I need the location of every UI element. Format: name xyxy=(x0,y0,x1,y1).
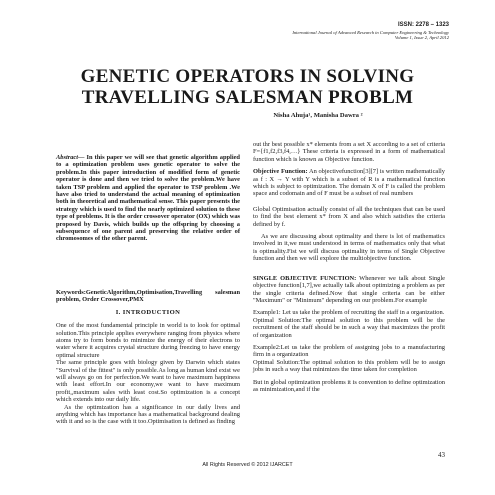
abstract-text: — In this paper we will see that genetic algorithm applied to a optimization problem uses genetic operator to solve the problem.In this paper introduction of modified form of genetic operator is done and then we tried to solve the problem.We have taken TSP problem and applied the operator to TSP problem .We have also tried to understand the actual meaning of optimization both in theoretical and mathematical sense. This paper presents the strategy which is used to find the nearly optimized solution to these type of problems. It is the order crossover operator (OX) which was proposed by Davis, which builds up the offspring by choosing a subsequence of one parent and preserving the relative order of chromosomes of the other parent. xyxy=(56,154,241,243)
issn: ISSN: 2278 – 1323 xyxy=(397,22,449,28)
abstract-label: Abstract xyxy=(56,154,79,161)
objective-function-paragraph xyxy=(253,168,445,198)
intro-paragraph-3: As the optimization has a significance in our daily lives and anything which has importance has a mathematical background dealing with it and so is the case with it too.Optimisation is defined as finding xyxy=(56,403,240,426)
paper-title-line-2: TRAVELLING SALESMAN PROBLM xyxy=(81,87,414,108)
example-2: Example2:Let us take the problem of assigning jobs to a manufacturing firm in a organization xyxy=(253,343,445,359)
objective-function-label: Objective Function: xyxy=(253,168,308,176)
example-2-solution: Optimal Solution:The optimal solution to this problem will be to assign jobs in such a way that minimizes the time taken for completion xyxy=(253,358,445,374)
volume-info: Volume 1, Issue 2, April 2012 xyxy=(394,35,449,40)
global-optimisation-paragraph: Global Optimisation actually consist of all the techniques that can be used to find the best element x* from X and also which satisfies the criteria defined by f. xyxy=(253,205,445,228)
single-objective-text: Whenever we talk about Single objective function[1,7],we actually talk about optimizing a problem as per the single criteria defined.Now that single criteria can be either "Maximum" or "Minimum" depending on our problem.For example xyxy=(253,274,445,304)
objective-function-text: An objectivefunction[3][7] is written mathematically as f : X → Y with Y which is a subset of R is a mathematical function which is subject to optimization. The domain X of F is called the problem space and codomain and of F must be a subset of real numbers xyxy=(253,168,445,198)
right-paragraph-1: out thr best possible x* elements from a set X according to a set of criteria F={f1,f2,f3,f4,…} These criteria is expressed in a form of mathematical function which is known as Objective function. xyxy=(253,141,445,163)
paper-title-line-1: GENETIC OPERATORS IN SOLVING xyxy=(80,66,415,87)
keywords: Keywords:GeneticAlgorithm,Optimisation,Travelling salesman problem, Order Crossover,PMX xyxy=(56,288,240,304)
intro-paragraph-2: The same principle goes with biology given by Darwin which states "Survival of the fittest" is only possible.As long as human kind exist we will always go on for perfection.We want to have maximum happiness with least effort.In our economy,we want to have maximum profit,,maximum sales with least cost.So optimization is a concept which extends into our daily life. xyxy=(56,359,240,404)
single-objective-paragraph xyxy=(253,275,445,305)
example-1-solution: Optimal Solution:The optimal solution to this problem will be the recruitment of the staff should be in such a way that maximizes the profit of organization xyxy=(253,316,445,339)
introduction-heading: I. INTRODUCTION xyxy=(115,308,181,316)
abstract xyxy=(56,154,240,243)
page-number: 43 xyxy=(438,451,445,459)
journal-name: International Journal of Advanced Research in Computer Engineering & Technology xyxy=(292,30,449,35)
intro-paragraph-1: One of the most fundamental principle in world is to look for optimal solution.This principle applies everywhere ranging from physics where atoms try to form bonds to minimize the energy of their electrons to water where it acquires crystal structure during freezing to have energy optimal structure xyxy=(56,322,240,359)
footer: All Rights Reserved © 2012 IJARCET xyxy=(202,462,293,468)
right-last-paragraph: But in global optimization problems it is convention to define optimization as minimization,and if the xyxy=(253,378,445,393)
single-objective-label: SINGLE OBJECTIVE FUNCTION: xyxy=(253,274,357,282)
optimality-paragraph: As we are discussing about optimality and there is lot of mathematics involved in it,we must understood in terms of mathematics only that what is optimality.Fist we will discuss optimality in terms of Single Objective function and then we will explore the multiobjective function. xyxy=(253,233,445,263)
authors: Nisha Ahuja¹, Manisha Dawra ² xyxy=(273,112,363,119)
right-column xyxy=(253,141,445,398)
left-column xyxy=(56,154,240,431)
example-1: Example1: Let us take the problem of recruiting the staff in a organization. xyxy=(253,309,445,317)
